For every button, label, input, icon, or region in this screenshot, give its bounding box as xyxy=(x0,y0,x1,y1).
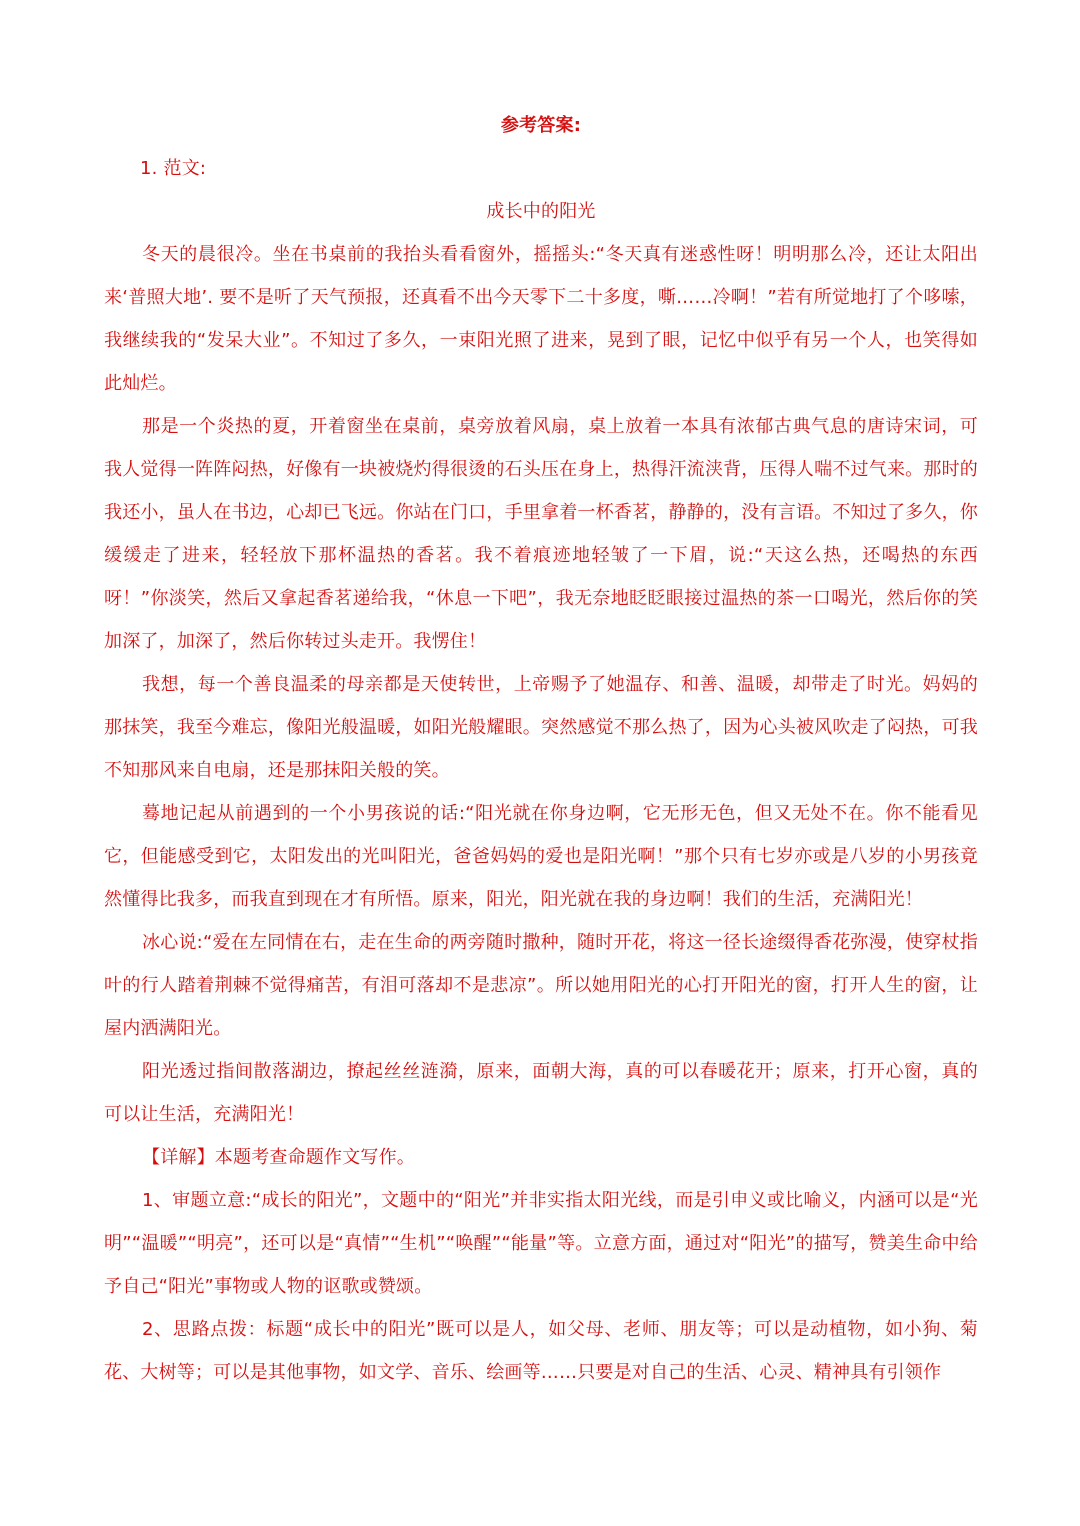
paragraph: 我想，每一个善良温柔的母亲都是天使转世，上帝赐予了她温存、和善、温暖，却带走了时光。妈妈的那抹笑，我至今难忘，像阳光般温暖，如阳光般耀眼。突然感觉不那么热了，因为心头被风吹走了闷热，可我不知那风来自电扇，还是那抹阳关般的笑。 xyxy=(104,674,978,781)
answer-heading: 参考答案: xyxy=(500,115,582,136)
explanation-paragraph: 1、审题立意:“成长的阳光”，文题中的“阳光”并非实指太阳光线，而是引申义或比喻义，内涵可以是“光明”“温暖”“明亮”，还可以是“真情”“生机”“唤醒”“能量”等。立意方面，通过对“阳光”的描写，赞美生命中给予自己“阳光”事物或人物的讴歌或赞颂。 xyxy=(104,1190,978,1297)
paragraph: 阳光透过指间散落湖边，撩起丝丝涟漪，原来，面朝大海，真的可以春暖花开；原来，打开心窗，真的可以让生活，充满阳光！ xyxy=(104,1061,978,1125)
paragraph: 那是一个炎热的夏，开着窗坐在桌前，桌旁放着风扇，桌上放着一本具有浓郁古典气息的唐诗宋词，可我人觉得一阵阵闷热，好像有一块被烧灼得很烫的石头压在身上，热得汗流浃背，压得人喘不过气来。那时的我还小，虽人在书边，心却已飞远。你站在门口，手里拿着一杯香茗，静静的，没有言语。不知过了多久，你缓缓走了进来，轻轻放下那杯温热的香茗。我不着痕迹地轻皱了一下眉，说:“天这么热，还喝热的东西呀！”你淡笑，然后又拿起香茗递给我，“休息一下吧”，我无奈地眨眨眼接过温热的茶一口喝光，然后你的笑加深了，加深了，然后你转过头走开。我愣住！ xyxy=(104,416,978,652)
paragraph: 冬天的晨很冷。坐在书桌前的我抬头看看窗外，摇摇头:“冬天真有迷惑性呀！明明那么冷，还让太阳出来‘普照大地’. 要不是听了天气预报，还真看不出今天零下二十多度，嘶……冷啊！”若有所觉地打了个哆嗦，我继续我的“发呆大业”。不知过了多久，一束阳光照了进来，晃到了眼，记忆中似乎有另一个人，也笑得如此灿烂。 xyxy=(104,244,978,394)
explanation-paragraph: 2、思路点拨：标题“成长中的阳光”既可以是人，如父母、老师、朋友等；可以是动植物，如小狗、菊花、大树等；可以是其他事物，如文学、音乐、绘画等……只要是对自己的生活、心灵、精神具有引领作 xyxy=(104,1319,978,1383)
paragraph: 蓦地记起从前遇到的一个小男孩说的话:“阳光就在你身边啊，它无形无色，但又无处不在。你不能看见它，但能感受到它，太阳发出的光叫阳光，爸爸妈妈的爱也是阳光啊！”那个只有七岁亦或是八岁的小男孩竟然懂得比我多，而我直到现在才有所悟。原来，阳光，阳光就在我的身边啊！我们的生活，充满阳光！ xyxy=(104,803,978,910)
paragraph: 冰心说:“爱在左同情在右，走在生命的两旁随时撒种，随时开花，将这一径长途缀得香花弥漫，使穿杖指叶的行人踏着荆棘不觉得痛苦，有泪可落却不是悲凉”。所以她用阳光的心打开阳光的窗，打开人生的窗，让屋内洒满阳光。 xyxy=(104,932,978,1039)
explanation-heading: 【详解】本题考查命题作文写作。 xyxy=(142,1147,415,1168)
essay-title: 成长中的阳光 xyxy=(486,201,596,222)
item-label: 1. 范文: xyxy=(140,158,207,179)
answer-content xyxy=(104,104,978,1394)
